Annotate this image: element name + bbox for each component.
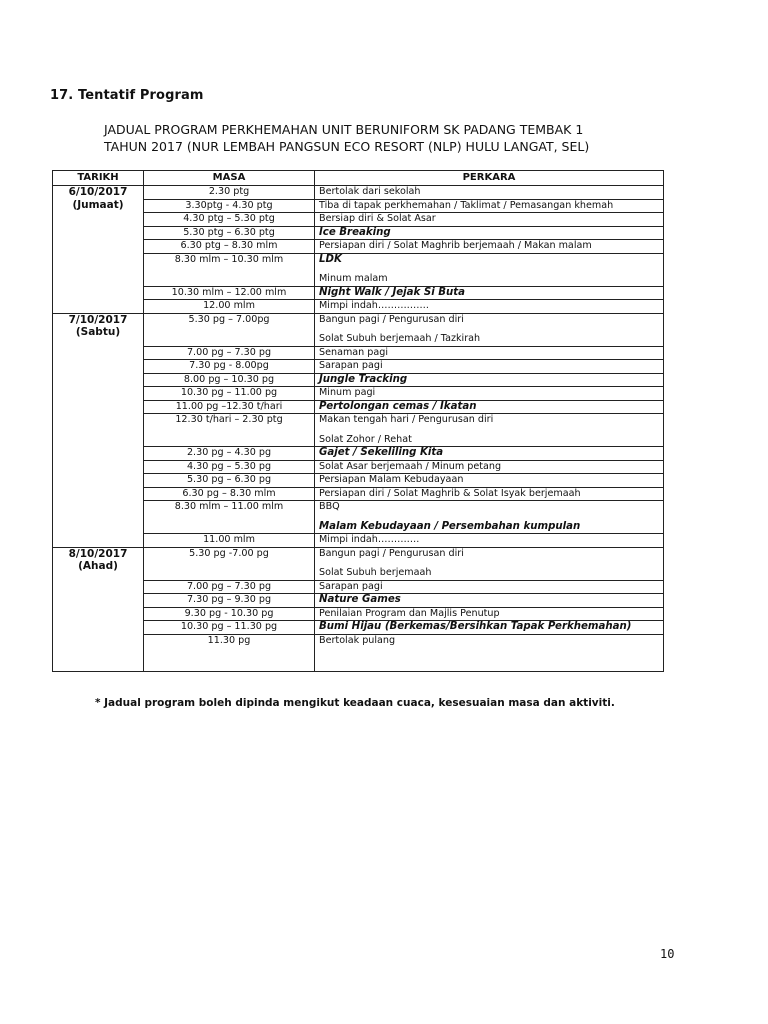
table-row bbox=[53, 501, 664, 534]
perkara-text: Persiapan Malam Kebudayaan bbox=[319, 474, 464, 485]
table-row bbox=[53, 313, 664, 346]
header-tarikh: TARIKH bbox=[53, 171, 144, 186]
perkara-text: Nature Games bbox=[319, 594, 401, 605]
masa-cell: 6.30 ptg – 8.30 mlm bbox=[144, 240, 315, 254]
date-text: 6/10/2017 bbox=[68, 186, 128, 198]
table-row bbox=[53, 487, 664, 501]
date-cell bbox=[53, 547, 144, 672]
masa-cell: 4.30 ptg – 5.30 ptg bbox=[144, 213, 315, 227]
table-header-row bbox=[53, 171, 664, 186]
perkara-text: Solat Subuh berjemaah / Tazkirah bbox=[319, 333, 481, 344]
perkara-cell bbox=[315, 460, 664, 474]
table-row bbox=[53, 387, 664, 401]
masa-cell: 2.30 pg – 4.30 pg bbox=[144, 447, 315, 461]
day-text: (Jumaat) bbox=[72, 198, 124, 211]
table-row bbox=[53, 447, 664, 461]
table-row bbox=[53, 213, 664, 227]
perkara-cell bbox=[315, 286, 664, 300]
perkara-cell bbox=[315, 186, 664, 200]
perkara-text: Solat Subuh berjemaah bbox=[319, 567, 432, 578]
perkara-text: Ice Breaking bbox=[319, 226, 391, 238]
table-row bbox=[53, 360, 664, 374]
table-row bbox=[53, 286, 664, 300]
perkara-text: Bersiap diri & Solat Asar bbox=[319, 213, 436, 224]
perkara-text: Bangun pagi / Pengurusan diri bbox=[319, 313, 464, 325]
date-cell bbox=[53, 313, 144, 547]
masa-cell: 6.30 pg – 8.30 mlm bbox=[144, 487, 315, 501]
perkara-cell bbox=[315, 400, 664, 414]
perkara-text: Gajet / Sekeliling Kita bbox=[319, 447, 444, 458]
header-masa: MASA bbox=[144, 171, 315, 186]
masa-cell: 11.00 pg –12.30 t/hari bbox=[144, 400, 315, 414]
perkara-text: Persiapan diri / Solat Maghrib berjemaah / Makan malam bbox=[319, 240, 592, 251]
perkara-cell bbox=[315, 387, 664, 401]
perkara-text: Senaman pagi bbox=[319, 346, 389, 358]
masa-cell: 3.30ptg - 4.30 ptg bbox=[144, 199, 315, 213]
masa-cell: 4.30 pg – 5.30 pg bbox=[144, 460, 315, 474]
masa-cell: 7.00 pg – 7.30 pg bbox=[144, 346, 315, 360]
day-text: (Sabtu) bbox=[75, 326, 121, 338]
document-title-line-2: TAHUN 2017 (NUR LEMBAH PANGSUN ECO RESORT (NLP) HULU LANGAT, SEL) bbox=[104, 139, 590, 154]
table-row bbox=[53, 547, 664, 580]
document-title bbox=[104, 121, 704, 155]
masa-cell: 7.00 pg – 7.30 pg bbox=[144, 580, 315, 594]
perkara-cell bbox=[315, 300, 664, 314]
table-row bbox=[53, 400, 664, 414]
table-row bbox=[53, 346, 664, 360]
perkara-cell bbox=[315, 634, 664, 672]
perkara-text: Pertolongan cemas / Ikatan bbox=[319, 400, 477, 412]
perkara-cell bbox=[315, 534, 664, 548]
perkara-cell bbox=[315, 253, 664, 286]
table-row bbox=[53, 594, 664, 608]
page-number: 10 bbox=[660, 947, 675, 961]
perkara-text: Sarapan pagi bbox=[319, 580, 383, 592]
masa-cell: 11.00 mlm bbox=[144, 534, 315, 548]
perkara-text: Sarapan pagi bbox=[319, 360, 383, 371]
table-row bbox=[53, 414, 664, 447]
perkara-text: Solat Zohor / Rehat bbox=[319, 433, 412, 445]
table-row bbox=[53, 460, 664, 474]
perkara-text: LDK bbox=[319, 253, 342, 265]
masa-cell: 12.00 mlm bbox=[144, 300, 315, 314]
perkara-cell bbox=[315, 240, 664, 254]
table-row bbox=[53, 300, 664, 314]
table-row bbox=[53, 226, 664, 240]
masa-cell: 2.30 ptg bbox=[144, 186, 315, 200]
perkara-text: Bumi Hijau (Berkemas/Bersihkan Tapak Perkhemahan) bbox=[319, 621, 632, 632]
perkara-cell bbox=[315, 313, 664, 346]
perkara-cell bbox=[315, 580, 664, 594]
table-row bbox=[53, 253, 664, 286]
table-row bbox=[53, 607, 664, 621]
masa-cell: 5.30 pg – 6.30 pg bbox=[144, 474, 315, 488]
perkara-cell bbox=[315, 346, 664, 360]
table-row bbox=[53, 621, 664, 635]
perkara-text: Makan tengah hari / Pengurusan diri bbox=[319, 414, 494, 425]
masa-cell: 9.30 pg - 10.30 pg bbox=[144, 607, 315, 621]
date-text: 8/10/2017 bbox=[68, 547, 128, 560]
perkara-cell bbox=[315, 501, 664, 534]
perkara-text: Bertolak dari sekolah bbox=[319, 186, 421, 197]
footnote: * Jadual program boleh dipinda mengikut keadaan cuaca, kesesuaian masa dan aktiviti. bbox=[95, 697, 615, 709]
perkara-text: Persiapan diri / Solat Maghrib & Solat Isyak berjemaah bbox=[319, 487, 581, 499]
perkara-text: BBQ bbox=[319, 501, 340, 512]
section-title: 17. Tentatif Program bbox=[50, 88, 204, 103]
perkara-text: Mimpi indah…………. bbox=[319, 534, 420, 545]
perkara-cell bbox=[315, 199, 664, 213]
masa-cell: 7.30 pg – 9.30 pg bbox=[144, 594, 315, 608]
perkara-text: Minum malam bbox=[319, 273, 388, 284]
schedule-table bbox=[52, 170, 664, 672]
perkara-text: Minum pagi bbox=[319, 387, 376, 398]
masa-cell: 8.00 pg – 10.30 pg bbox=[144, 373, 315, 387]
perkara-cell bbox=[315, 373, 664, 387]
masa-cell: 12.30 t/hari – 2.30 ptg bbox=[144, 414, 315, 447]
masa-cell: 8.30 mlm – 10.30 mlm bbox=[144, 253, 315, 286]
perkara-cell bbox=[315, 447, 664, 461]
header-perkara: PERKARA bbox=[315, 171, 664, 186]
perkara-cell bbox=[315, 594, 664, 608]
perkara-text: Jungle Tracking bbox=[319, 373, 408, 385]
perkara-text: Bertolak pulang bbox=[319, 634, 396, 646]
table-row bbox=[53, 240, 664, 254]
table-row bbox=[53, 186, 664, 200]
document-title-line-1: JADUAL PROGRAM PERKHEMAHAN UNIT BERUNIFORM SK PADANG TEMBAK 1 bbox=[104, 122, 584, 137]
perkara-text: Malam Kebudayaan / Persembahan kumpulan bbox=[319, 520, 581, 532]
table-row bbox=[53, 474, 664, 488]
perkara-cell bbox=[315, 621, 664, 635]
perkara-text: Penilaian Program dan Majlis Penutup bbox=[319, 607, 500, 619]
perkara-cell bbox=[315, 487, 664, 501]
masa-cell: 10.30 pg – 11.00 pg bbox=[144, 387, 315, 401]
masa-cell: 10.30 pg – 11.30 pg bbox=[144, 621, 315, 635]
perkara-cell bbox=[315, 547, 664, 580]
perkara-cell bbox=[315, 414, 664, 447]
day-text: (Ahad) bbox=[78, 560, 118, 572]
table-row bbox=[53, 373, 664, 387]
perkara-cell bbox=[315, 607, 664, 621]
masa-cell: 5.30 pg -7.00 pg bbox=[144, 547, 315, 580]
masa-cell: 5.30 ptg – 6.30 ptg bbox=[144, 226, 315, 240]
table-row bbox=[53, 634, 664, 672]
masa-cell: 5.30 pg – 7.00pg bbox=[144, 313, 315, 346]
perkara-cell bbox=[315, 360, 664, 374]
perkara-text: Bangun pagi / Pengurusan diri bbox=[319, 547, 464, 559]
perkara-text: Mimpi indah……………. bbox=[319, 300, 429, 311]
masa-cell: 10.30 mlm – 12.00 mlm bbox=[144, 286, 315, 300]
masa-cell: 7.30 pg - 8.00pg bbox=[144, 360, 315, 374]
date-cell bbox=[53, 186, 144, 314]
masa-cell: 11.30 pg bbox=[144, 634, 315, 672]
date-text: 7/10/2017 bbox=[68, 313, 128, 326]
masa-cell: 8.30 mlm – 11.00 mlm bbox=[144, 501, 315, 534]
table-row bbox=[53, 199, 664, 213]
table-row bbox=[53, 534, 664, 548]
perkara-text: Tiba di tapak perkhemahan / Taklimat / Pemasangan khemah bbox=[319, 199, 614, 211]
perkara-cell bbox=[315, 226, 664, 240]
perkara-cell bbox=[315, 474, 664, 488]
perkara-cell bbox=[315, 213, 664, 227]
schedule-body bbox=[53, 186, 664, 672]
perkara-text: Solat Asar berjemaah / Minum petang bbox=[319, 460, 502, 472]
perkara-text: Night Walk / Jejak Si Buta bbox=[319, 286, 466, 298]
table-row bbox=[53, 580, 664, 594]
